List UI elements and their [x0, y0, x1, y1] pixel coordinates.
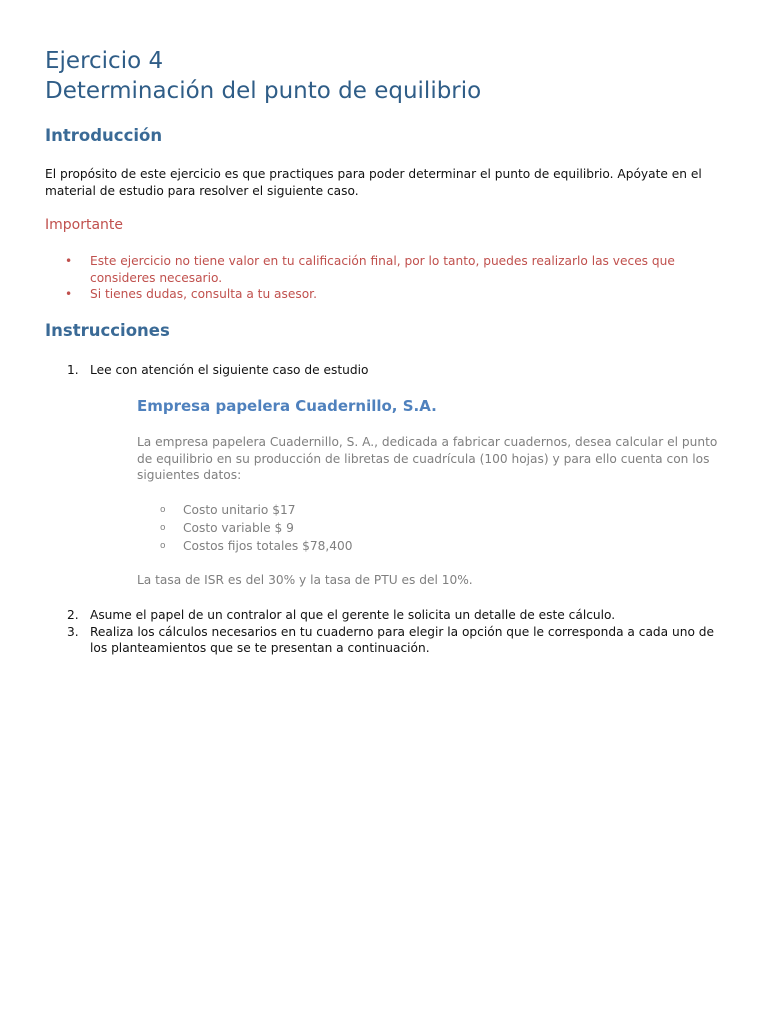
case-data-item: o Costos fijos totales $78,400	[155, 537, 353, 555]
instructions-list-first	[62, 362, 732, 379]
step-text: Asume el papel de un contralor al que el gerente le solicita un detalle de este cálculo.	[90, 608, 616, 622]
case-data-item: o Costo unitario $17	[155, 501, 353, 519]
step-number: 3.	[67, 624, 79, 639]
title-topic: Determinación del punto de equilibrio	[45, 78, 482, 104]
important-list	[62, 253, 712, 303]
intro-heading: Introducción	[45, 126, 163, 145]
case-data-list	[155, 501, 353, 555]
step-number: 2.	[67, 608, 79, 622]
intro-paragraph: El propósito de este ejercicio es que practiques para poder determinar el punto de equilibrio. Apóyate en el material de estudio para resolver el siguiente caso.	[45, 167, 702, 198]
instruction-step	[62, 362, 732, 379]
case-description: La empresa papelera Cuadernillo, S. A., dedicada a fabricar cuadernos, desea calcular el punto de equilibrio en su producción de libretas de cuadrícula (100 hojas) y para ello cuenta con los siguientes datos:	[137, 435, 718, 482]
step-number: 1.	[67, 363, 79, 377]
page-title	[45, 46, 481, 106]
step-text: Realiza los cálculos necesarios en tu cuaderno para elegir la opción que le corresponda a cada uno de los planteamientos que se te presentan a continuación.	[90, 624, 715, 655]
important-label: Importante	[45, 217, 124, 233]
instructions-list-rest	[62, 607, 732, 657]
instruction-step	[62, 624, 732, 657]
case-data-item: o Costo variable $ 9	[155, 519, 353, 537]
case-taxes: La tasa de ISR es del 30% y la tasa de PTU es del 10%.	[137, 573, 473, 587]
important-item: • Si tienes dudas, consulta a tu asesor.	[62, 286, 712, 303]
instruction-step	[62, 607, 732, 624]
title-exercise-number: Ejercicio 4	[45, 48, 164, 74]
instructions-heading: Instrucciones	[45, 321, 170, 340]
case-title: Empresa papelera Cuadernillo, S.A.	[137, 397, 437, 415]
step-text: Lee con atención el siguiente caso de estudio	[90, 363, 369, 377]
important-item: • Este ejercicio no tiene valor en tu calificación final, por lo tanto, puedes realizarlo las veces que consideres necesario.	[62, 253, 712, 286]
